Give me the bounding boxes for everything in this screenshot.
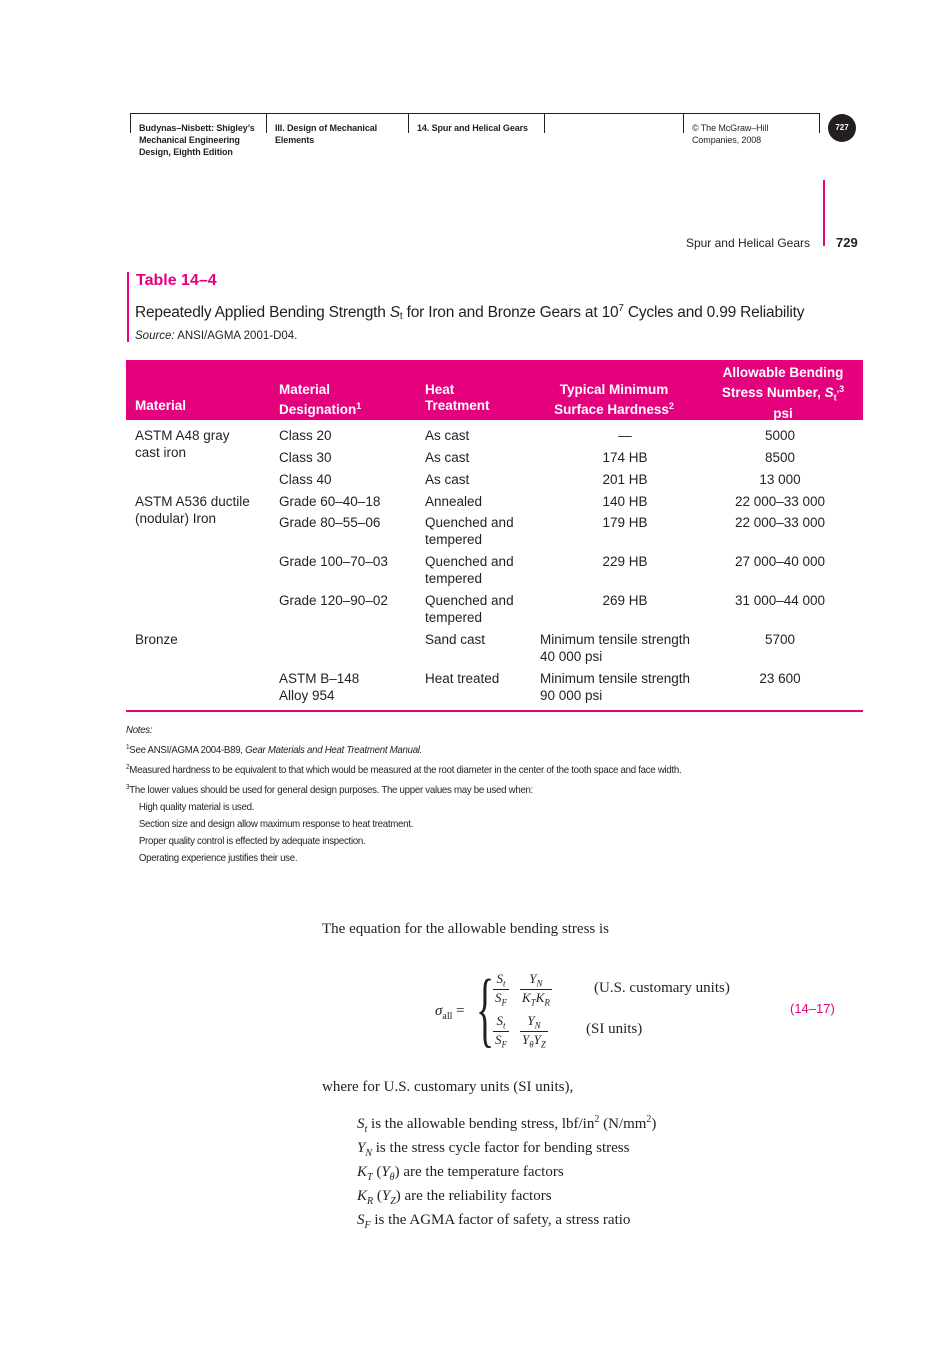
def-symbol: S (357, 1212, 365, 1228)
cell-line: Alloy 954 (279, 688, 335, 703)
header-designation-sup: 1 (356, 401, 362, 411)
sigma-sub: all (442, 1011, 453, 1022)
si-units-label: (SI units) (586, 1021, 643, 1037)
def-text: is the stress cycle factor for bending stress (372, 1140, 630, 1156)
table-bottom-rule (126, 710, 863, 712)
cell-designation: Grade 80–55–06 (279, 515, 381, 530)
sigma-all (435, 1003, 465, 1022)
cell-line: tempered (425, 571, 483, 586)
cell-hardness: 140 HB (602, 494, 648, 509)
cell-material (135, 427, 270, 461)
header-book-cell (130, 113, 266, 157)
note-1-text: See ANSI/AGMA 2004-B89, (129, 744, 246, 756)
header-heat-line-2: Treatment (425, 398, 490, 413)
us-units-label: (U.S. customary units) (594, 980, 730, 996)
header-stress-line-2 (708, 381, 858, 406)
sigma-symbol: σ (435, 1003, 443, 1019)
cell-line: ASTM A48 gray (135, 428, 230, 443)
cell-line: cast iron (135, 445, 187, 460)
cell-stress: 8500 (764, 450, 796, 465)
header-book-line-2: Mechanical Engineering (139, 135, 240, 145)
cell-designation: Class 40 (279, 472, 332, 487)
definition-kr (357, 1187, 656, 1211)
header-heat-treatment (425, 382, 490, 414)
table-description (135, 303, 804, 322)
cell-line: tempered (425, 532, 483, 547)
cell-designation: Class 20 (279, 428, 332, 443)
numerator: $S_t$ (493, 1013, 509, 1032)
note-3 (126, 779, 681, 799)
denominator: $K_TK_R$ (522, 989, 550, 1008)
note-3-text: The lower values should be used for general design purposes. The upper values may be used when: (129, 784, 534, 796)
note-1 (126, 739, 681, 759)
cell-hardness (540, 670, 710, 704)
caption-rule (127, 272, 129, 342)
note-3-item: High quality material is used. (138, 801, 255, 813)
cell-hardness: — (618, 428, 632, 443)
note-2 (126, 759, 681, 779)
header-stress-symbol: S (824, 385, 834, 400)
cell-heat: Annealed (425, 494, 483, 509)
note-3-sup: 3 (126, 784, 130, 791)
header-stress (708, 365, 858, 422)
running-head-rule (823, 180, 825, 246)
def-symbol: K (357, 1164, 368, 1180)
note-2-text: Measured hardness to be equivalent to that which would be measured at the root diameter in the center of the tooth space and face width. (129, 764, 682, 776)
equals-sign: = (456, 1003, 465, 1019)
def-symbol: S (357, 1116, 365, 1132)
header-chapter: 14. Spur and Helical Gears (417, 123, 528, 133)
definition-kt (357, 1163, 656, 1187)
header-stress-line-1: Allowable Bending (722, 365, 844, 380)
def-tail: ) are the temperature factors (394, 1164, 564, 1180)
def-end: ) (651, 1116, 657, 1132)
cell-heat (425, 553, 535, 587)
symbol-definitions (357, 1111, 656, 1235)
cell-heat: As cast (425, 428, 470, 443)
desc-post: Cycles and 0.99 Reliability (623, 304, 805, 321)
header-publisher-cell (683, 113, 820, 145)
desc-pre: Repeatedly Applied Bending Strength (135, 304, 390, 321)
note-1-sup: 1 (126, 744, 130, 751)
header-part-cell (266, 113, 408, 145)
fraction-yn-ytheta-yz (520, 1013, 548, 1049)
cell-line: ASTM B–148 (279, 671, 360, 686)
note-1-italic: Gear Materials and Heat Treatment Manual. (245, 744, 423, 756)
def-text: is the AGMA factor of safety, a stress ratio (370, 1212, 631, 1228)
denominator: $Y_\theta Y_Z$ (522, 1031, 546, 1050)
note-3-item: Operating experience justifies their use. (138, 852, 298, 864)
cell-line: Minimum tensile strength (540, 632, 691, 647)
running-head-title: Spur and Helical Gears (685, 236, 810, 250)
cell-heat: Heat treated (425, 671, 500, 686)
header-hardness-line-2 (539, 398, 689, 418)
def-tail-sup: 2 (646, 1114, 652, 1125)
header-book-line-1: Budynas–Nisbett: Shigley’s (139, 123, 255, 133)
def-text: is the allowable bending stress, lbf/in (367, 1116, 595, 1132)
source-label: Source: (135, 330, 175, 342)
definition-st (357, 1111, 656, 1139)
cell-stress: 27 000–40 000 (734, 554, 826, 569)
def-symbol-sub: t (364, 1124, 368, 1135)
def-symbol-2: Y (381, 1164, 390, 1180)
cell-designation: Class 30 (279, 450, 332, 465)
notes-label-text: Notes: (126, 724, 153, 736)
book-header (130, 113, 820, 173)
cell-stress: 13 000 (759, 472, 801, 487)
cell-material: Bronze (135, 632, 178, 647)
cell-heat: As cast (425, 472, 470, 487)
cell-hardness (540, 631, 710, 665)
header-heat-line-1: Heat (425, 382, 455, 397)
desc-symbol: S (389, 304, 400, 321)
cell-line: Quenched and (425, 593, 514, 608)
cell-heat (425, 514, 535, 548)
cell-designation (279, 670, 419, 704)
cell-line: tempered (425, 610, 483, 625)
definition-yn (357, 1139, 656, 1163)
denominator: $S_F$ (495, 989, 507, 1008)
desc-symbol-sub: t (399, 311, 403, 322)
note-3-item: Proper quality control is effected by adequate inspection. (138, 835, 366, 847)
def-tail: ) are the reliability factors (395, 1188, 552, 1204)
page-number-badge: 727 (828, 114, 856, 142)
cell-designation: Grade 60–40–18 (279, 494, 381, 509)
cell-line: ASTM A536 ductile (135, 494, 250, 509)
body-intro: The equation for the allowable bending stress is (322, 921, 610, 937)
cell-line: Minimum tensile strength (540, 671, 691, 686)
numerator: $Y_N$ (520, 971, 552, 990)
cell-heat: As cast (425, 450, 470, 465)
header-publisher-line-1: © The McGraw–Hill (692, 123, 769, 133)
table-notes (126, 722, 681, 867)
header-designation-text: Designation (279, 402, 357, 417)
header-book-line-3: Design, Eighth Edition (139, 147, 233, 157)
header-chapter-cell (408, 113, 544, 133)
cell-hardness: 179 HB (602, 515, 648, 530)
def-sup: 2 (594, 1114, 600, 1125)
desc-mid: for Iron and Bronze Gears at 10 (402, 304, 619, 321)
desc-exponent: 7 (618, 303, 624, 314)
cell-heat (425, 592, 535, 626)
cell-stress: 22 000–33 000 (734, 494, 826, 509)
def-symbol-sub: N (365, 1148, 373, 1159)
fraction-yn-ktkr (520, 971, 552, 1007)
note-2-sup: 2 (126, 764, 130, 771)
cell-hardness: 201 HB (602, 472, 648, 487)
header-stress-text: Stress Number, (721, 385, 825, 400)
header-publisher-line-2: Companies, 2008 (692, 135, 762, 145)
cell-designation: Grade 120–90–02 (279, 593, 388, 608)
cell-stress: 5700 (764, 632, 796, 647)
definition-sf (357, 1211, 656, 1235)
numerator: $Y_N$ (520, 1013, 548, 1032)
def-symbol-2: Y (381, 1188, 391, 1204)
cell-stress: 23 600 (759, 671, 801, 686)
body-where: where for U.S. customary units (SI units), (322, 1079, 574, 1095)
cell-line: 40 000 psi (540, 649, 603, 664)
cell-hardness: 269 HB (602, 593, 648, 608)
equation-number: (14–17) (790, 1001, 835, 1016)
def-text: ( (372, 1164, 382, 1180)
def-symbol: K (357, 1188, 368, 1204)
header-stress-sup: ,3 (836, 384, 845, 394)
def-symbol: Y (357, 1140, 366, 1156)
header-cell-divider (819, 113, 820, 133)
def-symbol-2-sub: Z (390, 1196, 396, 1207)
def-text: ( (373, 1188, 382, 1204)
running-head-page-number: 729 (836, 235, 858, 250)
table-header (126, 360, 863, 420)
denominator: $S_F$ (495, 1031, 507, 1050)
cell-line: Quenched and (425, 515, 514, 530)
cell-stress: 31 000–44 000 (734, 593, 826, 608)
def-symbol-sub: R (367, 1196, 374, 1207)
header-stress-line-3: psi (773, 405, 793, 421)
cell-hardness: 174 HB (602, 450, 648, 465)
def-symbol-sub: T (367, 1172, 373, 1183)
def-symbol-sub: F (364, 1220, 371, 1231)
header-stress-symbol-sub: t (833, 392, 837, 403)
header-part-line-2: Elements (275, 135, 315, 145)
fraction-st-sf-1 (493, 971, 509, 1007)
cell-stress: 5000 (764, 428, 796, 443)
header-designation (279, 382, 361, 418)
cell-hardness: 229 HB (602, 554, 648, 569)
header-blank-cell (544, 113, 683, 133)
header-designation-line-2 (279, 398, 361, 418)
def-symbol-2-sub: θ (389, 1172, 395, 1183)
numerator: $S_t$ (493, 971, 509, 990)
notes-label (126, 722, 681, 739)
header-designation-line-1: Material (279, 382, 331, 397)
header-hardness-text: Surface Hardness (554, 402, 669, 417)
header-part-line-1: III. Design of Mechanical (275, 123, 378, 133)
def-tail: (N/mm (599, 1116, 647, 1132)
cell-heat: Sand cast (425, 632, 486, 647)
header-hardness-sup: 2 (668, 401, 674, 411)
cell-line: (nodular) Iron (135, 511, 217, 526)
left-brace: { (476, 963, 495, 1056)
cell-material (135, 493, 270, 527)
header-hardness (539, 382, 689, 418)
cell-stress: 22 000–33 000 (734, 515, 826, 530)
table-source (135, 330, 297, 342)
source-text: ANSI/AGMA 2001-D04. (174, 330, 298, 342)
header-hardness-line-1: Typical Minimum (559, 382, 669, 397)
cell-line: 90 000 psi (540, 688, 603, 703)
table-title: Table 14–4 (136, 272, 217, 289)
cell-line: Quenched and (425, 554, 514, 569)
cell-designation: Grade 100–70–03 (279, 554, 388, 569)
note-3-item: Section size and design allow maximum response to heat treatment. (138, 818, 414, 830)
fraction-st-sf-2 (493, 1013, 509, 1049)
header-material: Material (135, 398, 187, 413)
